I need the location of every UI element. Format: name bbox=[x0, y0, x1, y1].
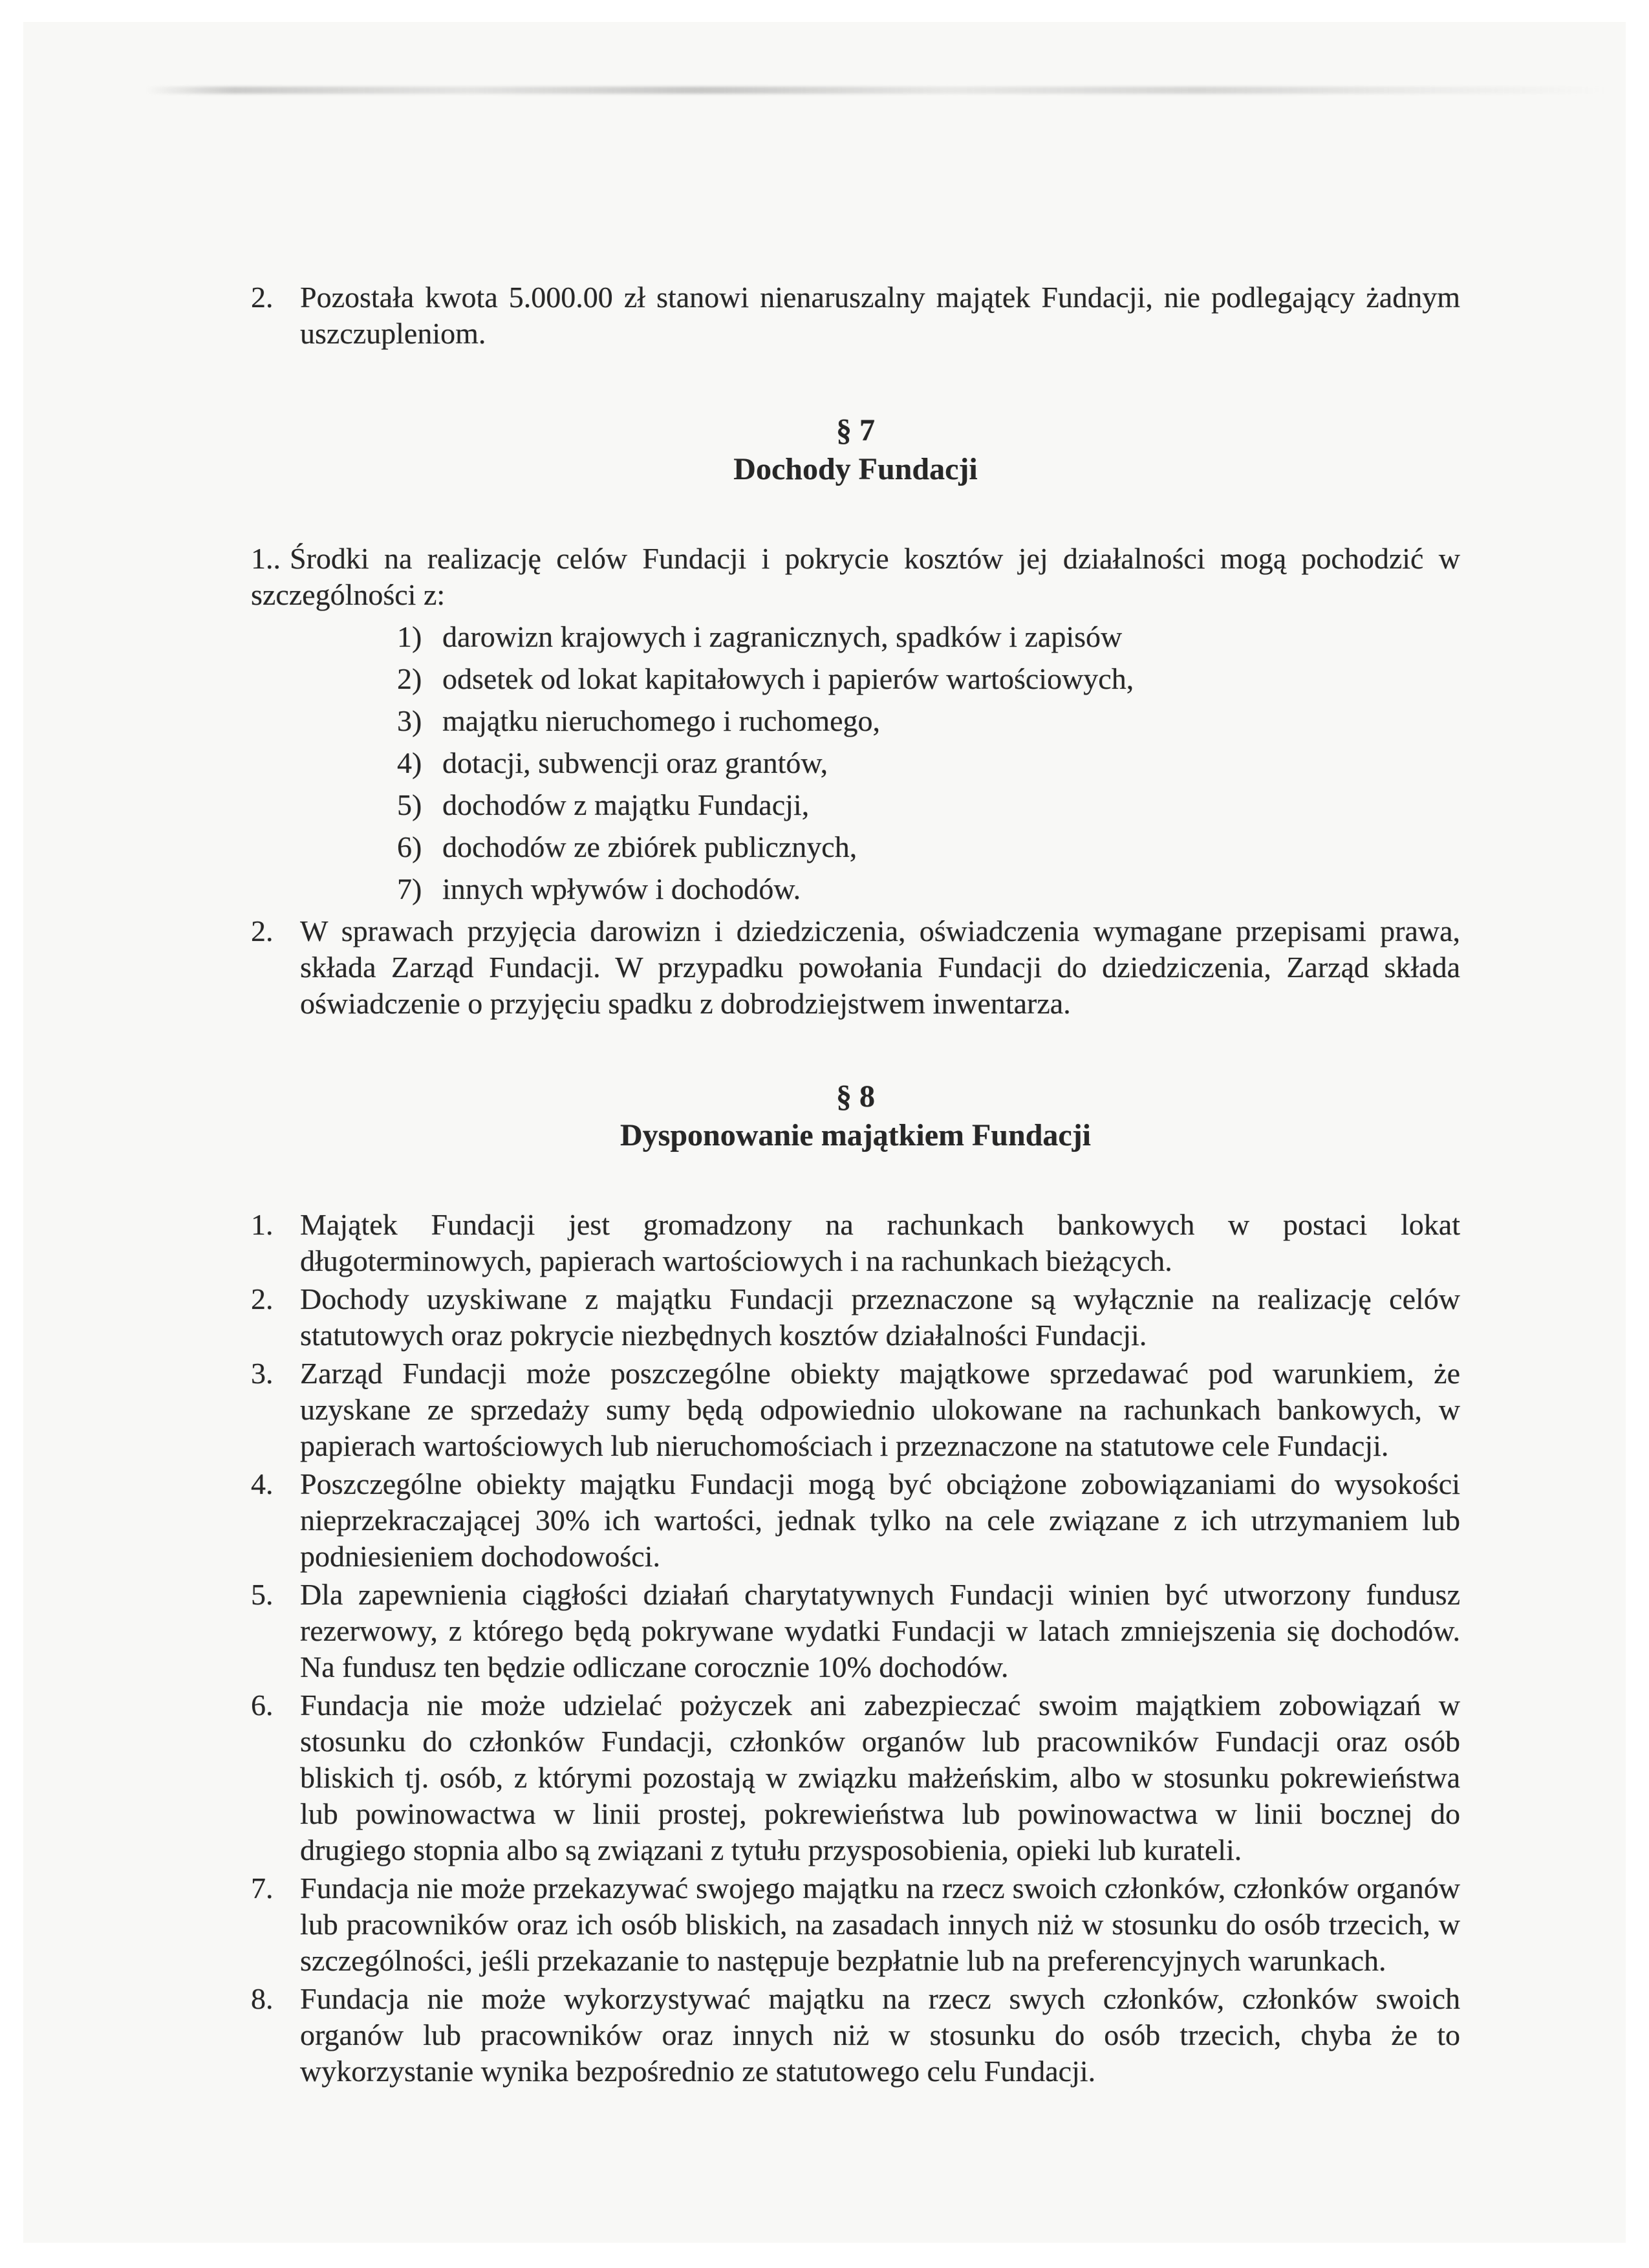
section-7-heading bbox=[251, 411, 1460, 489]
list-item-number: 2. bbox=[251, 1282, 274, 1315]
list-item-text: Dochody uzyskiwane z majątku Fundacji przeznaczone są wyłącznie na realizację celów statutowych oraz pokrycie niezbędnych kosztów działalności Fundacji. bbox=[300, 1282, 1460, 1352]
sublist-item-number: 1) bbox=[397, 620, 422, 653]
document-content bbox=[251, 279, 1460, 2091]
list-item bbox=[251, 1355, 1460, 1464]
list-item-number: 4. bbox=[251, 1467, 274, 1500]
list-item-text: Pozostała kwota 5.000.00 zł stanowi nienaruszalny majątek Fundacji, nie podlegający żadnym uszczupleniom. bbox=[300, 281, 1460, 350]
list-item-number: 5. bbox=[251, 1578, 274, 1611]
sublist-item-text: dochodów z majątku Fundacji, bbox=[442, 788, 810, 821]
list-item-number: 8. bbox=[251, 1982, 274, 2015]
section-8-heading bbox=[251, 1077, 1460, 1155]
sublist-item-text: dotacji, subwencji oraz grantów, bbox=[442, 746, 828, 779]
list-item bbox=[251, 1870, 1460, 1979]
list-item bbox=[251, 1466, 1460, 1575]
sublist-item-text: dochodów ze zbiórek publicznych, bbox=[442, 830, 857, 863]
list-item-text: W sprawach przyjęcia darowizn i dziedziczenia, oświadczenia wymagane przepisami prawa, składa Zarząd Fundacji. W przypadku powołania Fundacji do dziedziczenia, Zarząd składa oświadczenie o przyjęciu spadku z dobrodziejstwem inwentarza. bbox=[300, 914, 1460, 1020]
sublist-item-number: 4) bbox=[397, 746, 422, 779]
sublist-item-number: 3) bbox=[397, 704, 422, 737]
section-8-title: Dysponowanie majątkiem Fundacji bbox=[620, 1118, 1092, 1152]
sublist-item-number: 5) bbox=[397, 788, 422, 821]
sublist-item bbox=[397, 745, 1460, 781]
list-item-number: 2. bbox=[251, 914, 274, 947]
sublist-item-text: innych wpływów i dochodów. bbox=[442, 872, 801, 905]
list-item-number: 3. bbox=[251, 1357, 274, 1390]
list-item bbox=[251, 1981, 1460, 2090]
section-7-title: Dochody Fundacji bbox=[733, 452, 978, 486]
list-item-text: Poszczególne obiekty majątku Fundacji mogą być obciążone zobowiązaniami do wysokości nieprzekraczającej 30% ich wartości, jednak tylko na cele związane z ich utrzymaniem lub podniesieniem dochodowości. bbox=[300, 1467, 1460, 1573]
sublist-item bbox=[397, 829, 1460, 865]
list-item-text: Fundacja nie może udzielać pożyczek ani zabezpieczać swoim majątkiem zobowiązań w stosunku do członków Fundacji, członków organów lub pracowników Fundacji oraz osób bliskich tj. osób, z którymi pozostają w związku małżeńskim, albo w stosunku pokrewieństwa lub powinowactwa w linii prostej, pokrewieństwa lub powinowactwa w linii bocznej do drugiego stopnia albo są związani z tytułu przysposobienia, opieki lub kurateli. bbox=[300, 1689, 1460, 1866]
sublist-item-text: darowizn krajowych i zagranicznych, spadków i zapisów bbox=[442, 620, 1123, 653]
sublist-item-text: majątku nieruchomego i ruchomego, bbox=[442, 704, 881, 737]
section-8-list bbox=[251, 1207, 1460, 2090]
sublist-item-number: 7) bbox=[397, 872, 422, 905]
list-item-number: 7. bbox=[251, 1872, 274, 1905]
list-item-text: Środki na realizację celów Fundacji i pokrycie kosztów jej działalności mogą pochodzić w szczególności z: bbox=[251, 542, 1460, 611]
list-item-number: 1. bbox=[251, 1208, 274, 1241]
list-item bbox=[251, 1577, 1460, 1685]
list-item-text: Fundacja nie może przekazywać swojego majątku na rzecz swoich członków, członków organów lub pracowników oraz ich osób bliskich, na zasadach innych niż w stosunku do osób trzecich, w szczególności, jeśli przekazanie to następuje bezpłatnie lub na preferencyjnych warunkach. bbox=[300, 1872, 1460, 1977]
sublist-item-number: 2) bbox=[397, 662, 422, 695]
sublist-item bbox=[397, 787, 1460, 823]
sublist-item-number: 6) bbox=[397, 830, 422, 863]
list-item-text: Zarząd Fundacji może poszczególne obiekty majątkowe sprzedawać pod warunkiem, że uzyskane ze sprzedaży sumy będą odpowiednio ulokowane na rachunkach bankowych, w papierach wartościowych lub nieruchomościach i przeznaczone na statutowe cele Fundacji. bbox=[300, 1357, 1460, 1462]
list-item-text: Dla zapewnienia ciągłości działań charytatywnych Fundacji winien być utworzony fundusz rezerwowy, z którego będą pokrywane wydatki Fundacji w latach zmniejszenia się dochodów. Na fundusz ten będzie odliczane corocznie 10% dochodów. bbox=[300, 1578, 1460, 1683]
list-item-income-sources bbox=[251, 541, 1460, 613]
list-item-text: Majątek Fundacji jest gromadzony na rachunkach bankowych w postaci lokat długoterminowych, papierach wartościowych i na rachunkach bieżących. bbox=[300, 1208, 1460, 1277]
sublist-item bbox=[397, 871, 1460, 907]
sublist-item bbox=[397, 703, 1460, 739]
sublist-item bbox=[397, 661, 1460, 697]
list-item bbox=[251, 1207, 1460, 1279]
sublist-item bbox=[397, 619, 1460, 655]
list-item-remaining-amount bbox=[251, 279, 1460, 352]
scan-artifact-streak bbox=[146, 87, 1608, 94]
scanned-document-page bbox=[23, 22, 1626, 2243]
list-item-number: 6. bbox=[251, 1689, 274, 1722]
list-item-number: 2. bbox=[251, 281, 274, 314]
section-7-number: § 7 bbox=[836, 413, 875, 448]
list-item bbox=[251, 1687, 1460, 1868]
list-item-number: 1.. bbox=[251, 542, 281, 575]
list-item-text: Fundacja nie może wykorzystywać majątku na rzecz swych członków, członków swoich organów lub pracowników oraz innych niż w stosunku do osób trzecich, chyba że to wykorzystanie wynika bezpośrednio ze statutowego celu Fundacji. bbox=[300, 1982, 1460, 2088]
income-sources-sublist bbox=[397, 619, 1460, 907]
section-8-number: § 8 bbox=[836, 1079, 875, 1114]
list-item bbox=[251, 1281, 1460, 1354]
sublist-item-text: odsetek od lokat kapitałowych i papierów wartościowych, bbox=[442, 662, 1134, 695]
list-item-donations-inheritance bbox=[251, 913, 1460, 1022]
